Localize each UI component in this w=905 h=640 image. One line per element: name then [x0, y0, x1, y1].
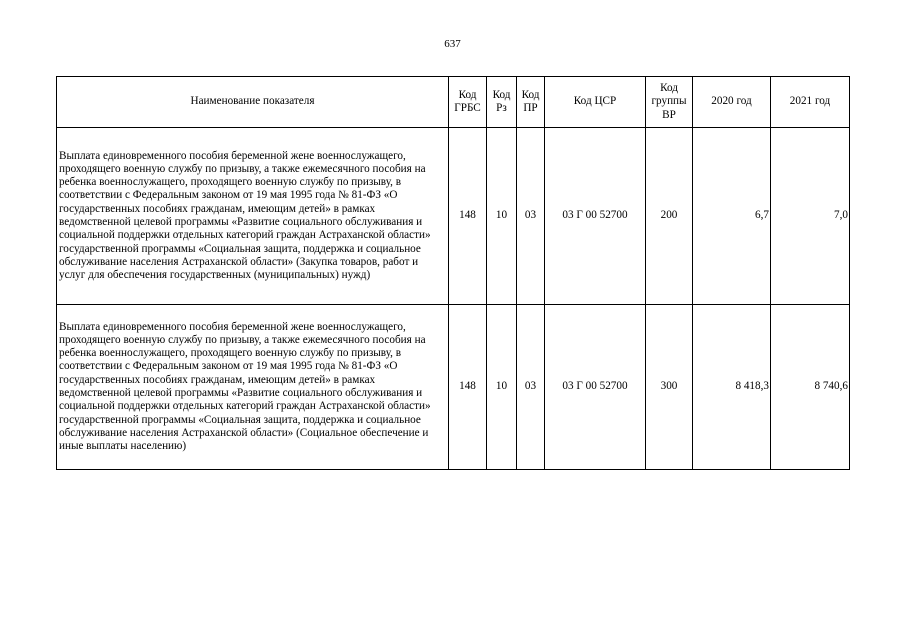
- cell-2021: 7,0: [771, 128, 850, 305]
- header-2020: 2020 год: [693, 77, 771, 128]
- header-rz: Код Рз: [487, 77, 517, 128]
- cell-grbs: 148: [449, 305, 487, 470]
- cell-csr: 03 Г 00 52700: [545, 305, 646, 470]
- table-header-row: [57, 77, 850, 128]
- header-grbs: Код ГРБС: [449, 77, 487, 128]
- header-2021: 2021 год: [771, 77, 850, 128]
- header-csr: Код ЦСР: [545, 77, 646, 128]
- cell-pr: 03: [517, 128, 545, 305]
- cell-rz: 10: [487, 305, 517, 470]
- header-vr: Код группы ВР: [646, 77, 693, 128]
- cell-name: Выплата единовременного пособия беременной жене военнослужащего, проходящего военную службу по призыву, а также ежемесячного пособия на ребенка военнослужащего, проходящего военную службу по призыву, в соответствии с Федеральным законом от 19 мая 1995 года № 81-ФЗ «О государственных пособиях гражданам, имеющим детей» в рамках ведомственной целевой программы «Развитие социального обслуживания и социальной поддержки отдельных категорий граждан Астраханской области» государственной программы «Социальная защита, поддержка и социальное обслуживание населения Астраханской области» (Закупка товаров, работ и услуг для обеспечения государственных (муниципальных) нужд): [57, 128, 449, 305]
- cell-name: Выплата единовременного пособия беременной жене военнослужащего, проходящего военную службу по призыву, а также ежемесячного пособия на ребенка военнослужащего, проходящего военную службу по призыву, в соответствии с Федеральным законом от 19 мая 1995 года № 81-ФЗ «О государственных пособиях гражданам, имеющим детей» в рамках ведомственной целевой программы «Развитие социального обслуживания и социальной поддержки отдельных категорий граждан Астраханской области» государственной программы «Социальная защита, поддержка и социальное обслуживание населения Астраханской области» (Социальное обеспечение и иные выплаты населению): [57, 305, 449, 470]
- cell-grbs: 148: [449, 128, 487, 305]
- page-number: 637: [444, 38, 461, 50]
- cell-2020: 8 418,3: [693, 305, 771, 470]
- header-name: Наименование показателя: [57, 77, 449, 128]
- header-pr: Код ПР: [517, 77, 545, 128]
- cell-rz: 10: [487, 128, 517, 305]
- table-row: [57, 305, 850, 470]
- table-row: [57, 128, 850, 305]
- cell-2020: 6,7: [693, 128, 771, 305]
- budget-table: [56, 76, 850, 470]
- cell-pr: 03: [517, 305, 545, 470]
- cell-2021: 8 740,6: [771, 305, 850, 470]
- cell-vr: 300: [646, 305, 693, 470]
- cell-csr: 03 Г 00 52700: [545, 128, 646, 305]
- cell-vr: 200: [646, 128, 693, 305]
